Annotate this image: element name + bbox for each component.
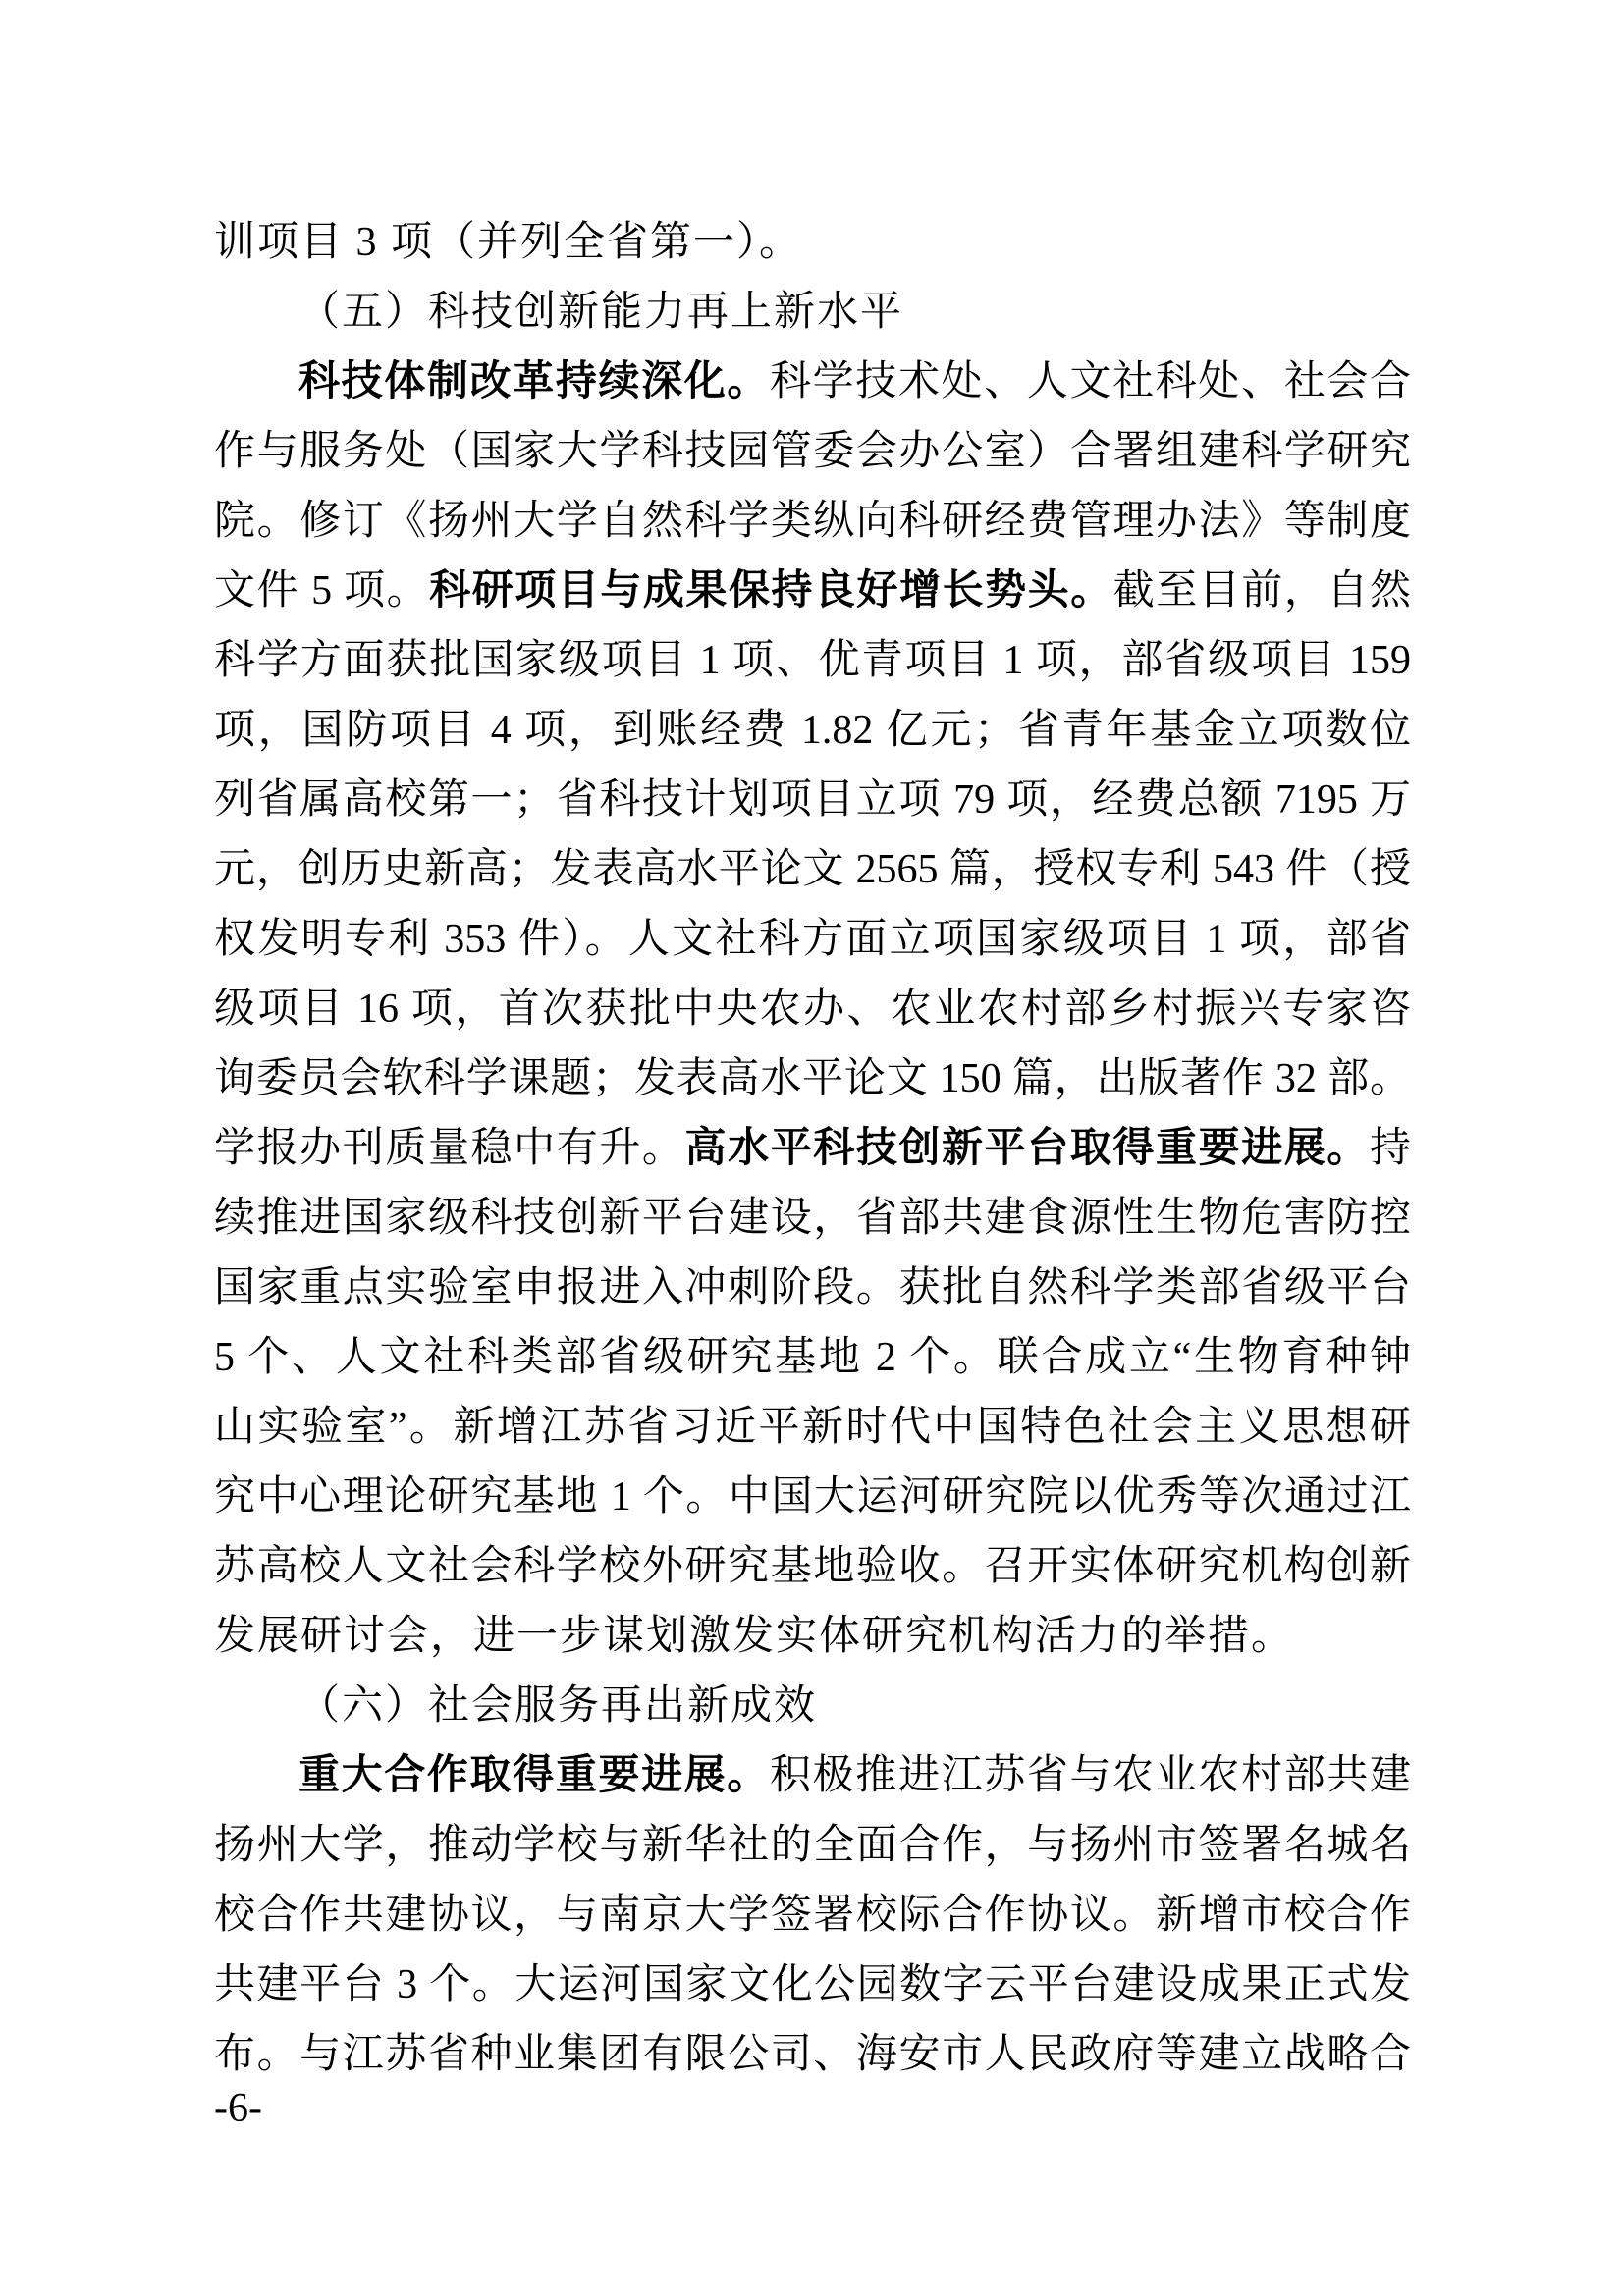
text-line <box>214 1463 1411 1532</box>
text-line <box>214 766 1411 835</box>
text-line <box>214 1881 1411 1950</box>
text-run: 5 个、人文社科类部省级研究基地 2 个。联合成立“生物育种钟 <box>214 1335 1411 1380</box>
emphasis-text-run: 科研项目与成果保持良好增长势头。 <box>429 568 1113 614</box>
text-run: 究中心理论研究基地 1 个。中国大运河研究院以优秀等次通过江 <box>214 1474 1411 1520</box>
text-run: 作与服务处（国家大学科技园管委会办公室）合署组建科学研究 <box>214 429 1411 474</box>
text-run: 训项目 3 项（并列全省第一）。 <box>214 220 803 265</box>
text-run: 布。与江苏省种业集团有限公司、海安市人民政府等建立战略合 <box>214 2032 1411 2077</box>
page-number: -6- <box>214 2086 262 2131</box>
text-line <box>214 975 1411 1044</box>
text-run: 级项目 16 项，首次获批中央农办、农业农村部乡村振兴专家咨 <box>214 987 1411 1032</box>
text-line <box>214 1602 1411 1672</box>
text-line <box>214 1950 1411 2020</box>
text-line <box>214 696 1411 766</box>
text-line <box>214 208 1411 278</box>
text-run: 学报办刊质量稳中有升。 <box>214 1126 685 1171</box>
emphasis-text-run: 重大合作取得重要进展。 <box>298 1753 771 1798</box>
text-line <box>214 1184 1411 1254</box>
text-line <box>214 1254 1411 1323</box>
text-line <box>214 2020 1411 2090</box>
text-run: 询委员会软科学课题；发表高水平论文 150 篇，出版著作 32 部。 <box>214 1056 1411 1101</box>
text-line <box>214 905 1411 975</box>
text-line <box>214 1741 1411 1811</box>
section-heading <box>214 278 1411 347</box>
text-run: 苏高校人文社会科学校外研究基地验收。召开实体研究机构创新 <box>214 1544 1411 1589</box>
text-run: 积极推进江苏省与农业农村部共建 <box>770 1753 1411 1798</box>
text-run: 项，国防项目 4 项，到账经费 1.82 亿元；省青年基金立项数位 <box>214 708 1411 753</box>
text-line <box>214 557 1411 626</box>
text-line <box>214 417 1411 487</box>
text-block <box>214 208 1411 2090</box>
text-run: 列省属高校第一；省科技计划项目立项 79 项，经费总额 7195 万 <box>214 777 1411 823</box>
text-run: 续推进国家级科技创新平台建设，省部共建食源性生物危害防控 <box>214 1196 1411 1241</box>
text-run: 元，创历史新高；发表高水平论文 2565 篇，授权专利 543 件（授 <box>214 847 1411 892</box>
text-run: 国家重点实验室申报进入冲刺阶段。获批自然科学类部省级平台 <box>214 1265 1411 1310</box>
text-line <box>214 626 1411 696</box>
text-line <box>214 1393 1411 1463</box>
text-run: 发展研讨会，进一步谋划激发实体研究机构活力的举措。 <box>214 1614 1295 1659</box>
text-run: （五）科技创新能力再上新水平 <box>298 290 904 335</box>
text-line <box>214 1044 1411 1114</box>
text-run: 科学方面获批国家级项目 1 项、优青项目 1 项，部省级项目 159 <box>214 638 1411 683</box>
text-line <box>214 1532 1411 1602</box>
text-line <box>214 1323 1411 1393</box>
text-run: 科学技术处、人文社科处、社会合 <box>770 359 1411 404</box>
text-run: （六）社会服务再出新成效 <box>298 1683 818 1729</box>
text-line <box>214 347 1411 417</box>
text-run: 院。修订《扬州大学自然科学类纵向科研经费管理办法》等制度 <box>214 499 1411 544</box>
text-line <box>214 487 1411 557</box>
text-run: 校合作共建协议，与南京大学签署校际合作协议。新增市校合作 <box>214 1893 1411 1938</box>
text-run: 权发明专利 353 件）。人文社科方面立项国家级项目 1 项，部省 <box>214 917 1411 962</box>
text-run: 截至目前，自然 <box>1112 568 1411 614</box>
section-heading <box>214 1672 1411 1741</box>
text-line <box>214 835 1411 905</box>
text-run: 文件 5 项。 <box>214 568 430 614</box>
text-line <box>214 1114 1411 1184</box>
text-run: 共建平台 3 个。大运河国家文化公园数字云平台建设成果正式发 <box>214 1962 1411 2007</box>
text-line <box>214 1811 1411 1881</box>
text-run: 扬州大学，推动学校与新华社的全面合作，与扬州市签署名城名 <box>214 1823 1411 1868</box>
emphasis-text-run: 高水平科技创新平台取得重要进展。 <box>684 1126 1370 1171</box>
text-run: 持 <box>1369 1126 1411 1171</box>
emphasis-text-run: 科技体制改革持续深化。 <box>298 359 771 404</box>
text-run: 山实验室”。新增江苏省习近平新时代中国特色社会主义思想研 <box>214 1405 1411 1450</box>
